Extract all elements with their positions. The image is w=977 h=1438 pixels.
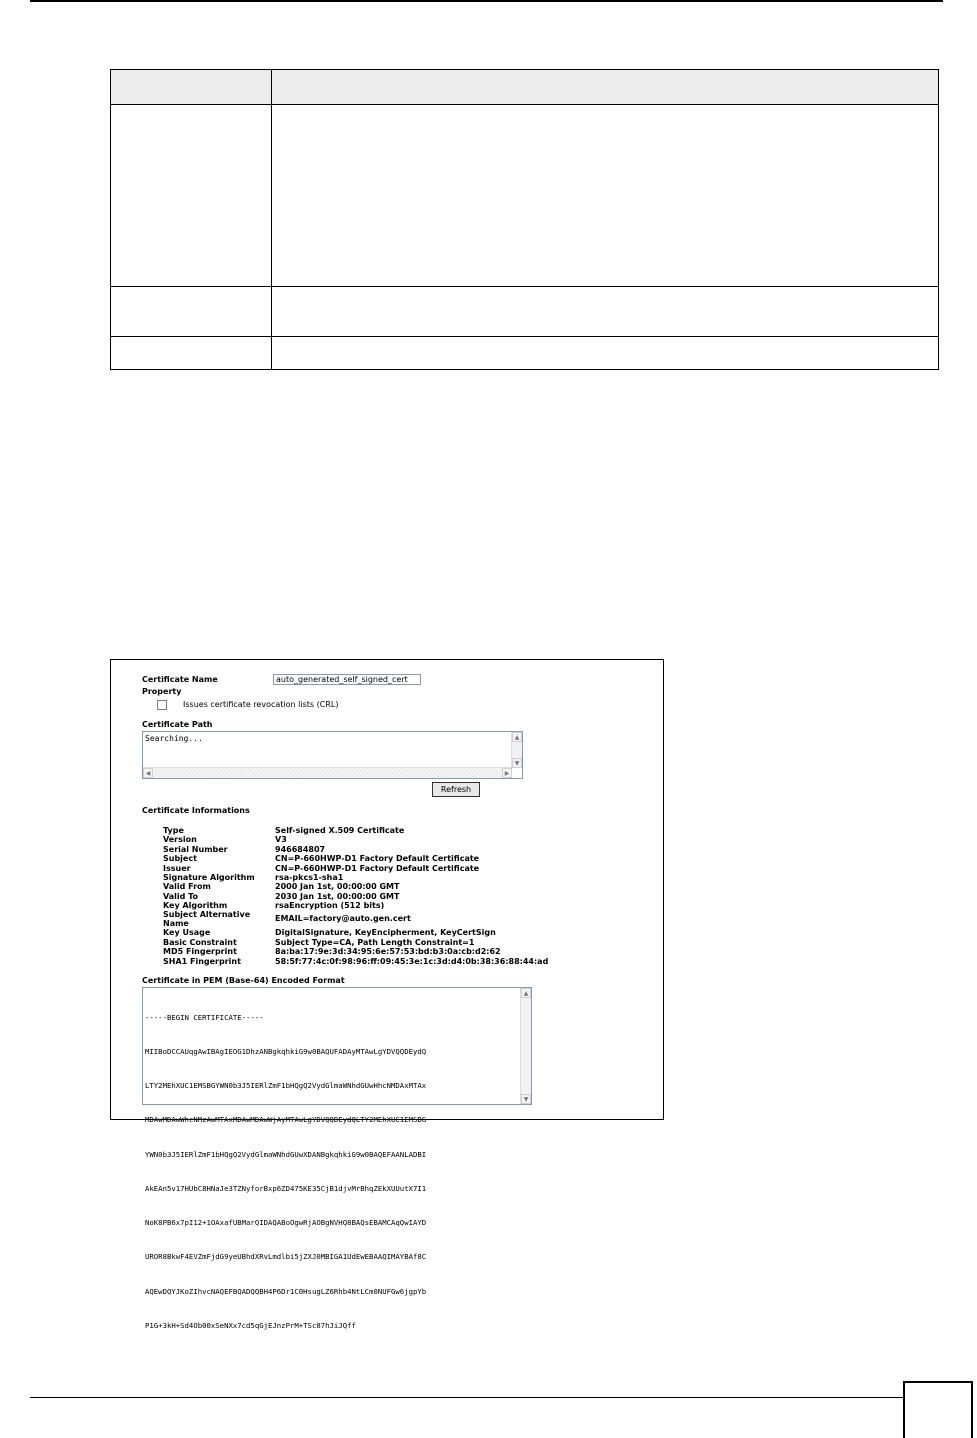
info-key: MD5 Fingerprint [163, 947, 237, 957]
pem-lines [145, 989, 426, 1354]
pem-line: AkEAn5v17HUbC8HNaJe3TZNyforBxp6ZD475KE35CjB1djvMrBhqZEkXUUutX7I1 [145, 1183, 427, 1193]
pem-line: NoK8PB6x7pI12+1OAxafUBMarQIDAQABoOgwRjAOBgNVHQ8BAQsEBAMCAqQwIAYD [145, 1218, 427, 1228]
crl-checkbox[interactable] [157, 700, 167, 710]
horizontal-scrollbar[interactable] [143, 767, 512, 778]
certificate-path-textarea[interactable] [142, 731, 523, 779]
info-value: EMAIL=factory@auto.gen.cert [275, 914, 411, 923]
column-divider [271, 70, 272, 369]
pem-format-label: Certificate in PEM (Base-64) Encoded Format [142, 976, 345, 985]
pem-line: P1G+3kH+Sd4Ob00xSeNXx7cd5qGjEJnzPrM+TSc87hJiJQff [145, 1320, 356, 1330]
row-divider [111, 286, 938, 287]
info-key: Key Algorithm [163, 901, 228, 911]
vertical-scrollbar[interactable] [511, 732, 522, 768]
certificate-name-label: Certificate Name [142, 675, 218, 684]
row-divider [111, 336, 938, 337]
info-key: Subject Alternative [163, 910, 251, 919]
page-number-box [903, 1381, 973, 1438]
scroll-down-icon[interactable]: ▼ [521, 1094, 531, 1104]
info-value: 8a:ba:17:9e:3d:34:95:6e:57:53:bd:b3:0a:cb:d2:62 [275, 947, 501, 957]
property-label: Property [142, 687, 182, 696]
info-key: SHA1 Fingerprint [163, 956, 241, 966]
certificate-name-input[interactable]: auto_generated_self_signed_cert [273, 674, 421, 685]
description-table [110, 69, 939, 370]
certificate-informations-label: Certificate Informations [142, 806, 250, 815]
scroll-down-icon[interactable]: ▼ [512, 758, 522, 768]
scroll-right-icon[interactable]: ▶ [502, 768, 512, 778]
scrollbar-track [154, 769, 501, 777]
info-value: 2030 Jan 1st, 00:00:00 GMT [275, 891, 400, 901]
info-value: CN=P-660HWP-D1 Factory Default Certificate [275, 854, 480, 864]
refresh-button[interactable]: Refresh [432, 782, 480, 797]
info-key: Signature Algorithm [163, 873, 255, 882]
footer-rule [30, 1397, 943, 1398]
info-key: Basic Constraint [163, 937, 237, 947]
info-key: Valid To [163, 891, 199, 901]
info-value: 946684807 [275, 844, 326, 854]
info-key: Name [163, 919, 189, 928]
scroll-up-icon[interactable]: ▲ [521, 988, 531, 998]
info-value: 2000 Jan 1st, 00:00:00 GMT [275, 882, 400, 892]
certificate-details-screen [110, 659, 664, 1330]
table-header-row [111, 70, 938, 105]
info-value: CN=P-660HWP-D1 Factory Default Certificate [275, 863, 480, 873]
info-value: V3 [275, 835, 287, 845]
scroll-left-icon[interactable]: ◀ [143, 768, 153, 778]
pem-line: AQEwDQYJKoZIhvcNAQEFBQADQQBH4P6Dr1C0HsugLZ6Rhb4NtLCm0NUFGw6jgpYb [145, 1286, 427, 1296]
pem-line: -----BEGIN CERTIFICATE----- [145, 1012, 264, 1022]
info-value: Self-signed X.509 Certificate [275, 826, 405, 835]
pem-line: LTY2MEhXUC1EMSBGYWN0b3J5IERlZmF1bHQgQ2VydGlmaWNhdGUwHhcNMDAxMTAx [145, 1081, 427, 1091]
info-value: Subject Type=CA, Path Length Constraint=1 [275, 937, 475, 947]
info-key: Serial Number [163, 844, 228, 854]
info-value: 58:5f:77:4c:0f:98:96:ff:09:45:3e:1c:3d:d4:0b:38:36:88:44:ad [275, 956, 549, 966]
certificate-path-label: Certificate Path [142, 720, 213, 729]
info-key: Version [163, 835, 197, 845]
pem-line: YWN0b3J5IERlZmF1bHQgQ2VydGlmaWNhdGUwXDANBgkqhkiG9w0BAQEFAANLADBI [145, 1149, 427, 1159]
pem-certificate-textarea[interactable] [142, 987, 532, 1330]
header-rule [30, 0, 943, 2]
info-value: rsaEncryption (512 bits) [275, 901, 385, 911]
info-key: Key Usage [163, 928, 211, 938]
info-key: Valid From [163, 882, 211, 892]
pem-line: MIIBoDCCAUqgAwIBAgIEOG1DhzANBgkqhkiG9w0BAQUFADAyMTAwLgYDVQQDEydQ [145, 1047, 427, 1057]
info-key: Subject [163, 854, 197, 864]
pem-line: UROR8BkwF4EVZmFjdG9yeUBhdXRvLmdlbi5jZXJ0MBIGA1UdEwEBAAQIMAYBAf8C [145, 1252, 427, 1262]
crl-label: Issues certificate revocation lists (CRL) [183, 700, 339, 709]
info-value: rsa-pkcs1-sha1 [275, 873, 344, 882]
pem-line: MDAwMDAwWhcNMzAwMTAxMDAwMDAwWjAyMTAwLgYDVQQDEydQLTY2MEhXUC1EMSBG [145, 1115, 427, 1125]
pem-vertical-scrollbar[interactable] [520, 988, 531, 1104]
info-value: DigitalSignature, KeyEncipherment, KeyCertSign [275, 928, 496, 938]
info-key: Issuer [163, 863, 191, 873]
info-key: Type [163, 826, 184, 835]
certificate-path-text: Searching... [145, 734, 203, 743]
scroll-up-icon[interactable]: ▲ [512, 732, 522, 742]
